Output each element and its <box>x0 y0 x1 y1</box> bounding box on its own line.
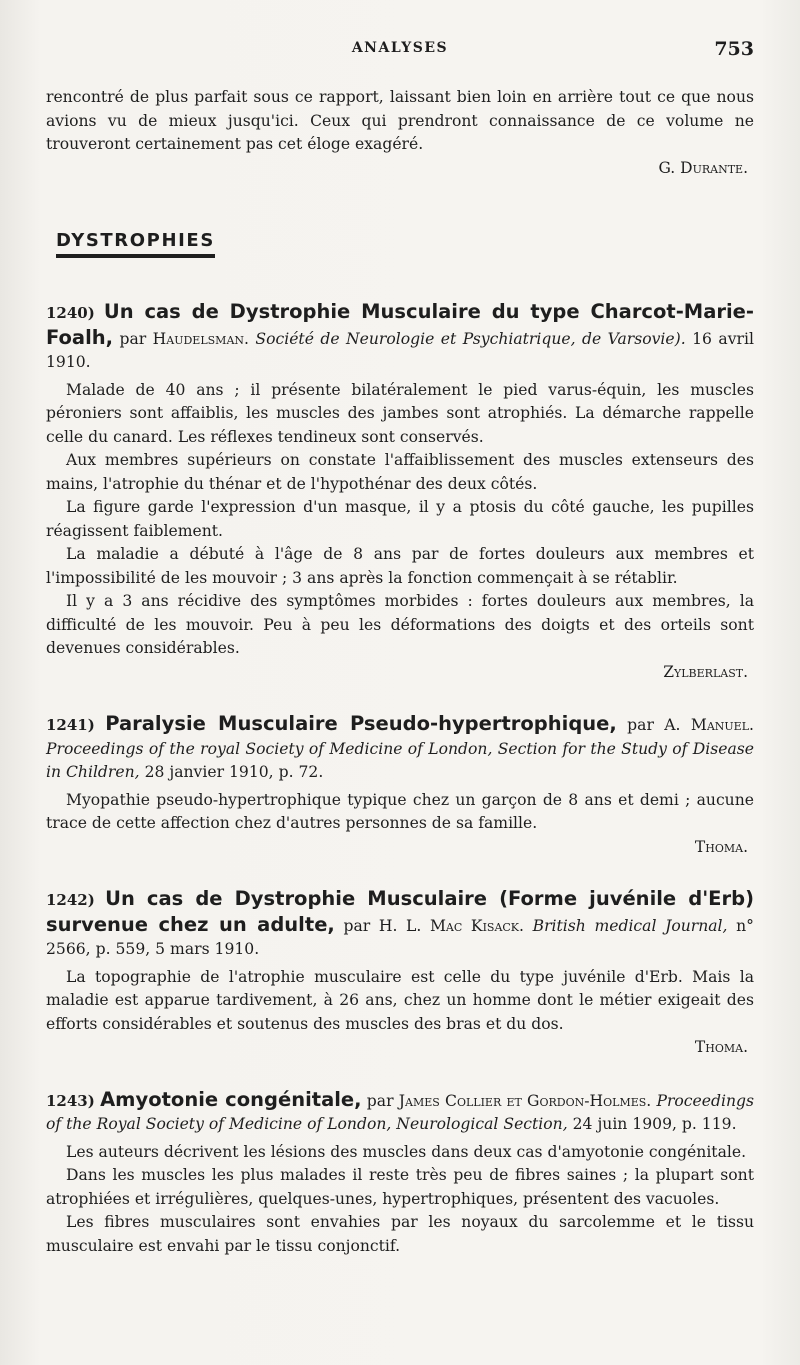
entry-body <box>46 966 754 1060</box>
entry-by: par <box>627 716 654 734</box>
intro-signature: G. Durante. <box>658 158 748 177</box>
entry-by: par <box>366 1091 394 1110</box>
paragraph: La maladie a débuté à l'âge de 8 ans par de fortes douleurs aux membres et l'impossibilité de les mouvoir ; 3 ans après la fonction commençait à se rétablir. <box>46 545 754 587</box>
entry-number: 1241) <box>46 716 95 734</box>
entry-date: 28 janvier 1910, p. 72. <box>144 763 324 781</box>
entry-body <box>46 1141 754 1259</box>
paragraph: Les fibres musculaires sont envahies par les noyaux du sarcolemme et le tissu musculaire est envahi par le tissu conjonctif. <box>46 1213 754 1255</box>
paragraph: La topographie de l'atrophie musculaire est celle du type juvénile d'Erb. Mais la maladie est apparue tardivement, à 26 ans, chez un homme dont le métier exigeait des efforts considérables et soutenus des muscles des bras et du dos. <box>46 967 754 1033</box>
entry-heading <box>46 300 754 375</box>
entry-number: 1240) <box>46 304 95 322</box>
intro-paragraph: rencontré de plus parfait sous ce rapport, laissant bien loin en arrière tout ce que nous avions vu de mieux jusqu'ici. Ceux qui prendront connaissance de ce volume ne trouveront certainement pas cet éloge exagéré. <box>46 88 754 153</box>
entry-source: British medical Journal, <box>532 916 728 935</box>
running-header <box>46 0 754 100</box>
paragraph: Aux membres supérieurs on constate l'affaiblissement des muscles extenseurs des mains, l'atrophie du thénar et de l'hypothénar des deux côtés. <box>46 451 754 493</box>
entry-1241 <box>46 712 754 859</box>
entry-date: 24 juin 1909, p. 119. <box>572 1115 737 1133</box>
paragraph: Dans les muscles les plus malades il reste très peu de fibres saines ; la plupart sont atrophiées et irrégulières, quelques-unes, hypertrophiques, présentent des vacuoles. <box>46 1166 754 1208</box>
entry-title: Un cas de Dystrophie Musculaire (Forme juvénile d'Erb) survenue chez un adulte, <box>46 887 754 936</box>
entry-author: Haudelsman. <box>152 329 249 348</box>
running-title: ANALYSES <box>351 40 449 56</box>
entry-author: James Collier et Gordon-Holmes. <box>398 1091 652 1110</box>
entry-1240 <box>46 300 754 684</box>
entry-by: par <box>343 916 371 935</box>
entry-source: Proceedings of the Royal Society of Medicine of London, Neurological Section, <box>46 1091 754 1133</box>
entry-signature: Thoma. <box>694 837 748 856</box>
entry-body <box>46 379 754 685</box>
entry-1242 <box>46 887 754 1060</box>
entry-title: Paralysie Musculaire Pseudo-hypertrophique, <box>105 712 617 735</box>
entry-author: A. Manuel. <box>664 716 754 734</box>
paragraph: Malade de 40 ans ; il présente bilatéralement le pied varus-équin, les muscles péroniers sont affaiblis, les muscles des jambes sont atrophiés. La démarche rappelle celle du canard. Les réflexes tendineux sont conservés. <box>46 380 754 446</box>
entry-title: Amyotonie congénitale, <box>100 1087 362 1111</box>
entry-date: 16 avril 1910. <box>46 329 754 371</box>
entry-by: par <box>119 329 147 348</box>
paragraph: Myopathie pseudo-hypertrophique typique chez un garçon de 8 ans et demi ; aucune trace de cette affection chez d'autres personnes de sa famille. <box>46 790 754 832</box>
entry-source: Société de Neurologie et Psychiatrique, de Varsovie). <box>255 329 686 348</box>
entry-1243 <box>46 1088 754 1259</box>
paragraph: Il y a 3 ans récidive des symptômes morbides : fortes douleurs aux membres, la difficulté de les mouvoir. Peu à peu les déformations des doigts et des orteils sont devenues considérables. <box>46 592 754 657</box>
intro-block <box>46 86 754 180</box>
entry-heading <box>46 887 754 962</box>
section-heading: DYSTROPHIES <box>56 230 215 258</box>
paragraph: La figure garde l'expression d'un masque, il y a ptosis du côté gauche, les pupilles réagissent faiblement. <box>46 498 754 540</box>
entry-source: Proceedings of the royal Society of Medicine of London, Section for the Study of Disease in Children, <box>46 739 754 781</box>
entry-author: H. L. Mac Kisack. <box>378 916 524 935</box>
entry-heading <box>46 712 754 785</box>
entry-number: 1242) <box>46 891 95 909</box>
entry-date: n° 2566, p. 559, 5 mars 1910. <box>46 916 754 958</box>
entry-signature: Thoma. <box>694 1038 748 1056</box>
entry-heading <box>46 1088 754 1137</box>
entry-title: Un cas de Dystrophie Musculaire du type Charcot-Marie-Foalh, <box>46 300 754 349</box>
entry-body <box>46 789 754 860</box>
entry-number: 1243) <box>46 1091 95 1110</box>
entry-signature: Zylberlast. <box>663 662 748 681</box>
page-number: 753 <box>714 38 754 60</box>
paragraph: Les auteurs décrivent les lésions des muscles dans deux cas d'amyotonie congénitale. <box>66 1142 747 1161</box>
